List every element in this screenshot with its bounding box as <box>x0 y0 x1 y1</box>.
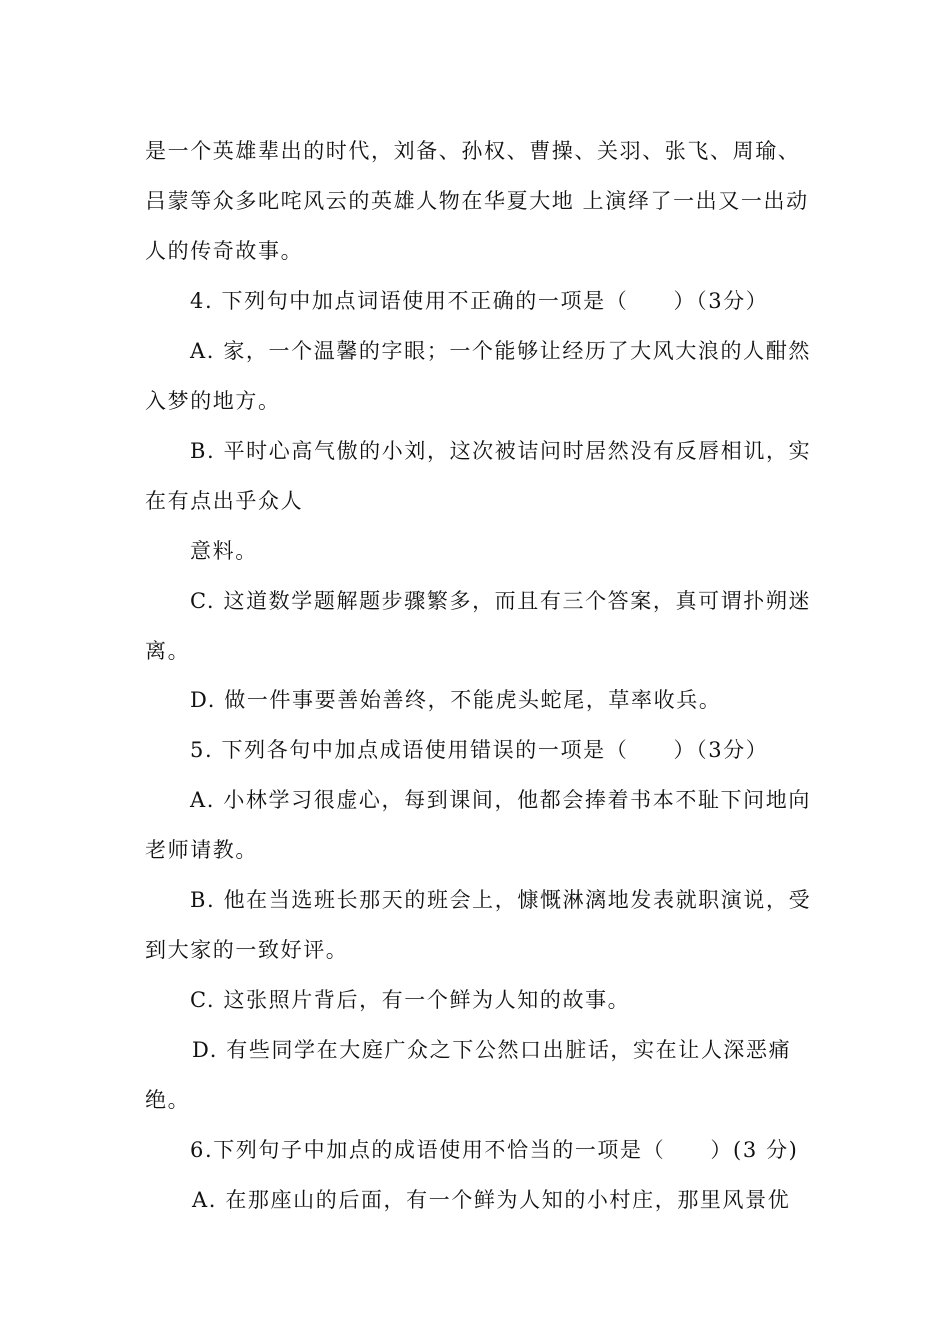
option-a: A. 小林学习很虚心，每到课间，他都会捧着书本不耻下问地向 <box>190 788 811 812</box>
text-line: 吕蒙等众多叱咤风云的英雄人物在华夏大地 上演绎了一出又一出动 <box>145 189 809 213</box>
text-line: 离。 <box>145 639 191 663</box>
option-d: D. 做一件事要善始善终，不能虎头蛇尾，草率收兵。 <box>190 688 722 712</box>
option-d: D. 有些同学在大庭广众之下公然口出脏话，实在让人深恶痛 <box>192 1038 792 1062</box>
option-c: C. 这道数学题解题步骤繁多，而且有三个答案，真可谓扑朔迷 <box>190 589 812 613</box>
question-5-title: 5. 下列各句中加点成语使用错误的一项是（ ）（3分） <box>190 738 769 762</box>
option-c: C. 这张照片背后，有一个鲜为人知的故事。 <box>190 988 631 1012</box>
option-b: B. 他在当选班长那天的班会上，慷慨淋漓地发表就职演说，受 <box>190 888 812 912</box>
question-6-title: 6.下列句子中加点的成语使用不恰当的一项是（ ）(3 分) <box>190 1138 799 1162</box>
text-line: 到大家的一致好评。 <box>145 938 349 962</box>
option-a: A. 家，一个温馨的字眼；一个能够让经历了大风大浪的人酣然 <box>190 339 811 363</box>
question-4-title: 4. 下列句中加点词语使用不正确的一项是（ ）（3分） <box>190 289 769 313</box>
option-a: A. 在那座山的后面，有一个鲜为人知的小村庄，那里风景优 <box>192 1188 791 1212</box>
text-line: 老师请教。 <box>145 838 258 862</box>
text-line: 意料。 <box>190 539 258 563</box>
text-line: 是一个英雄辈出的时代，刘备、孙权、曹操、关羽、张飞、周瑜、 <box>145 139 801 163</box>
text-line: 绝。 <box>145 1088 191 1112</box>
text-line: 入梦的地方。 <box>145 389 281 413</box>
option-b: B. 平时心高气傲的小刘，这次被诘问时居然没有反唇相讥，实 <box>190 439 812 463</box>
text-line: 人的传奇故事。 <box>145 239 304 263</box>
text-line: 在有点出乎众人 <box>145 489 304 513</box>
